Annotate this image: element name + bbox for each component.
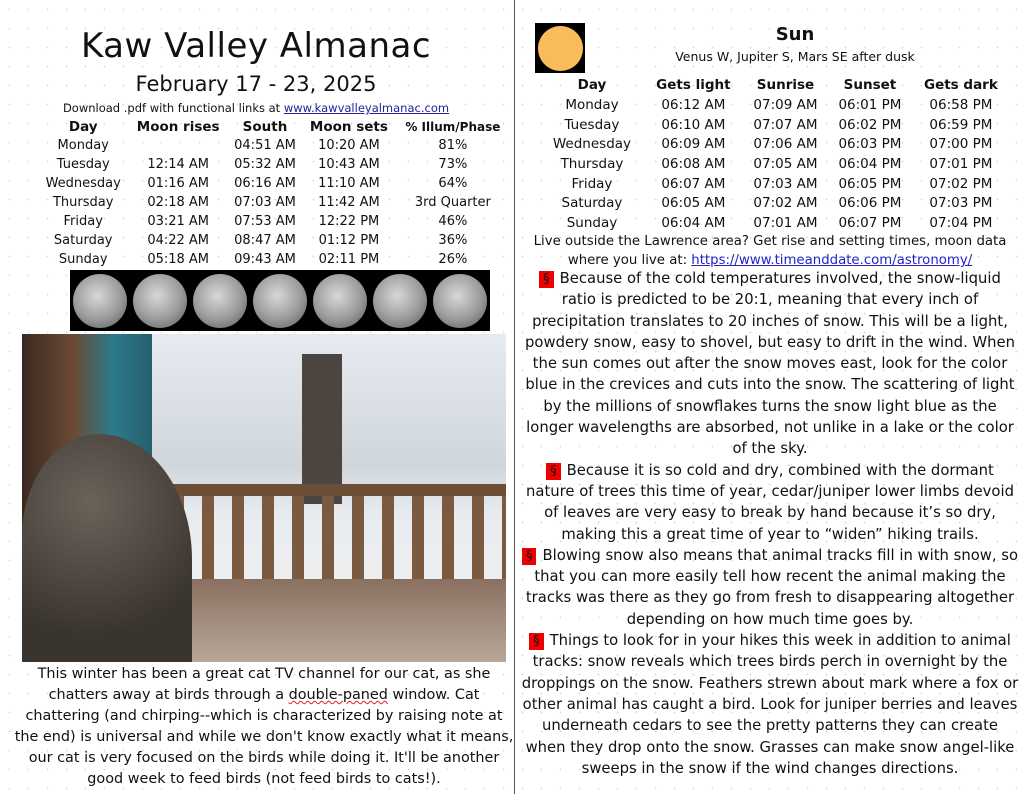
table-cell: 07:03 AM (234, 195, 296, 210)
section-mark: § (539, 271, 554, 288)
photo-railing-top (172, 484, 506, 496)
table-cell: 06:59 PM (929, 116, 993, 133)
moon-phase-image (253, 274, 307, 328)
moon-phase-image (73, 274, 127, 328)
paragraph (520, 545, 1020, 630)
table-cell: 07:09 AM (753, 96, 818, 113)
column-header: Moon rises (136, 119, 220, 135)
column-header: Gets light (656, 77, 731, 93)
table-cell: Monday (565, 96, 619, 113)
table-cell: Thursday (52, 195, 114, 210)
table-cell: 07:05 AM (753, 155, 818, 172)
paragraph (520, 268, 1020, 460)
table-cell: 06:07 PM (838, 214, 902, 231)
table-cell: 03:21 AM (147, 214, 210, 229)
table-cell: Sunday (58, 252, 108, 267)
table-cell: Monday (57, 138, 109, 153)
table-cell: 07:02 PM (929, 175, 993, 192)
table-cell: Wednesday (45, 176, 121, 191)
moon-phase-image (433, 274, 487, 328)
table-cell: 01:12 PM (318, 233, 380, 248)
column-header: Gets dark (923, 77, 998, 93)
table-cell: 11:10 AM (318, 176, 380, 191)
table-cell: 06:04 AM (661, 214, 726, 231)
table-cell: 04:51 AM (234, 138, 296, 153)
paragraph-text: Because it is so cold and dry, combined with the dormant nature of trees this time of year, cedar/juniper lower limbs devoid of leaves are very easy to break by hand because it’s so dry, making this a great time of year to “widen” hiking trails. (526, 461, 1014, 543)
table-cell: 02:18 AM (147, 195, 210, 210)
table-cell: 06:01 PM (838, 96, 902, 113)
table-cell: 06:06 PM (838, 195, 902, 212)
table-row (38, 250, 510, 269)
table-cell: 10:43 AM (318, 157, 380, 172)
table-cell: 06:04 PM (838, 155, 902, 172)
table-cell: 06:08 AM (661, 155, 726, 172)
website-link[interactable]: www.kawvalleyalmanac.com (283, 101, 450, 115)
table-cell: 07:01 PM (929, 155, 993, 172)
table-cell: 06:58 PM (929, 96, 993, 113)
section-mark: § (529, 633, 544, 650)
table-cell: 01:16 AM (147, 176, 210, 191)
table-row (38, 193, 510, 212)
table-cell: 06:09 AM (661, 136, 726, 153)
column-header: Day (68, 119, 98, 135)
table-row (38, 231, 510, 250)
table-cell: 06:03 PM (838, 136, 902, 153)
table-row (38, 136, 510, 155)
table-cell: 64% (438, 176, 468, 191)
paragraph-text: Blowing snow also means that animal tracks fill in with snow, so that you can more easily tell how recent the animal making the tracks was there as they go from fresh to disappearing altogether depending on how much time goes by. (525, 546, 1019, 628)
table-cell: 81% (438, 138, 468, 153)
planets-note: Venus W, Jupiter S, Mars SE after dusk (675, 49, 915, 64)
sun-title: Sun (775, 24, 815, 45)
table-cell: 07:04 PM (929, 214, 993, 231)
paragraph (520, 460, 1020, 545)
table-cell: Tuesday (56, 157, 110, 172)
table-cell: 06:05 PM (838, 175, 902, 192)
table-cell: 73% (438, 157, 468, 172)
table-cell: 07:03 PM (929, 195, 993, 212)
table-cell: 02:11 PM (318, 252, 380, 267)
section-mark: § (522, 548, 537, 565)
moon-phase-strip (70, 270, 490, 331)
table-cell: 07:00 PM (929, 136, 993, 153)
location-note (516, 232, 1024, 270)
moon-phase-image (133, 274, 187, 328)
table-cell: 3rd Quarter (414, 195, 491, 210)
cat-window-photo (22, 334, 506, 662)
table-cell: 10:20 AM (318, 138, 380, 153)
table-row (540, 95, 1010, 115)
table-cell: 07:01 AM (753, 214, 818, 231)
column-header: Sunrise (756, 77, 815, 93)
table-cell: 07:03 AM (753, 175, 818, 192)
table-cell: 26% (438, 252, 468, 267)
table-cell: 05:32 AM (234, 157, 296, 172)
photo-railing (172, 484, 506, 594)
table-cell: 09:43 AM (234, 252, 296, 267)
table-cell: 06:16 AM (234, 176, 296, 191)
table-cell: 12:22 PM (318, 214, 380, 229)
table-cell: Thursday (560, 155, 624, 172)
table-cell: 06:07 AM (661, 175, 726, 192)
table-row (540, 174, 1010, 194)
moon-phase-image (193, 274, 247, 328)
table-cell: 07:02 AM (753, 195, 818, 212)
photo-tree (302, 354, 342, 504)
article-body (520, 268, 1020, 779)
table-cell: Saturday (53, 233, 113, 248)
table-row (540, 193, 1010, 213)
table-cell: Sunday (566, 214, 618, 231)
almanac-title: Kaw Valley Almanac (80, 26, 432, 66)
caption-text: window. Cat chattering (and chirping--which is characterized by raising note at the end) is universal and while we don't know exactly what it means, our cat is very focused on the birds while doing it. It'll be another good week to feed birds (not feed birds to cats!). (14, 687, 514, 787)
paragraph-text: Things to look for in your hikes this week in addition to animal tracks: snow reveals which trees birds perch in overnight by the droppings on the snow. Feathers strewn about mark where a fox or other animal has caught a bird. Look for juniper berries and leaves underneath cedars to see the pretty patterns they can create when they drop onto the snow. Grasses can make snow angel-like sweeps in the snow if the wind changes directions. (521, 632, 1019, 777)
table-cell (128, 136, 228, 155)
table-cell: 08:47 AM (234, 233, 296, 248)
download-note (0, 101, 512, 115)
table-cell: Saturday (561, 195, 623, 212)
table-row (540, 134, 1010, 154)
table-cell: 36% (438, 233, 468, 248)
sun-table (540, 75, 1010, 233)
table-cell: 11:42 AM (318, 195, 380, 210)
table-cell: Wednesday (552, 136, 632, 153)
table-cell: 04:22 AM (147, 233, 210, 248)
table-cell: 06:02 PM (838, 116, 902, 133)
timeanddate-link[interactable]: https://www.timeanddate.com/astronomy/ (691, 253, 973, 268)
photo-caption (14, 664, 514, 790)
location-note-text: Live outside the Lawrence area? Get rise and setting times, moon data where you live at: (533, 234, 1007, 268)
table-row (540, 154, 1010, 174)
photo-cat (22, 434, 192, 662)
paragraph (520, 630, 1020, 779)
date-range: February 17 - 23, 2025 (135, 72, 377, 96)
column-header: Sunset (843, 77, 897, 93)
table-cell: 06:05 AM (661, 195, 726, 212)
download-text: Download .pdf with functional links at (62, 101, 284, 115)
paragraph-text: Because of the cold temperatures involved, the snow-liquid ratio is predicted to be 20:1, meaning that every inch of precipitation translates to 20 inches of snow. This will be a light, powdery snow, easy to shovel, but easy to drift in the wind. When the sun comes out after the snow moves east, look for the color blue in the crevices and cuts into the snow. The scattering of light by the millions of snowflakes turns the snow light blue as the longer wavelengths are absorbed, not unlike in a lake or the color of the sky. (525, 270, 1015, 458)
section-mark: § (546, 463, 561, 480)
table-row (38, 155, 510, 174)
table-row (540, 213, 1010, 233)
column-header: % Illum/Phase (405, 120, 501, 134)
table-cell: 12:14 AM (147, 157, 210, 172)
column-divider (514, 0, 515, 794)
column-header: Day (577, 77, 607, 93)
moon-table (38, 118, 510, 269)
table-cell: 07:07 AM (753, 116, 818, 133)
table-cell: Friday (63, 214, 103, 229)
table-cell: 05:18 AM (147, 252, 210, 267)
table-row (540, 115, 1010, 135)
table-cell: 46% (438, 214, 468, 229)
table-cell: Tuesday (564, 116, 620, 133)
caption-spellcheck-word: double-paned (288, 687, 388, 703)
table-row (38, 174, 510, 193)
moon-phase-image (373, 274, 427, 328)
table-cell: 06:12 AM (661, 96, 726, 113)
moon-phase-image (313, 274, 367, 328)
table-cell: 07:53 AM (234, 214, 296, 229)
column-header: South (242, 119, 288, 135)
table-cell: 06:10 AM (661, 116, 726, 133)
column-header: Moon sets (309, 119, 388, 135)
table-cell: Friday (571, 175, 613, 192)
table-cell: 07:06 AM (753, 136, 818, 153)
table-row (38, 212, 510, 231)
caption-text: This winter has been a great cat TV channel for our cat, as she chatters away at birds through a (37, 666, 491, 703)
